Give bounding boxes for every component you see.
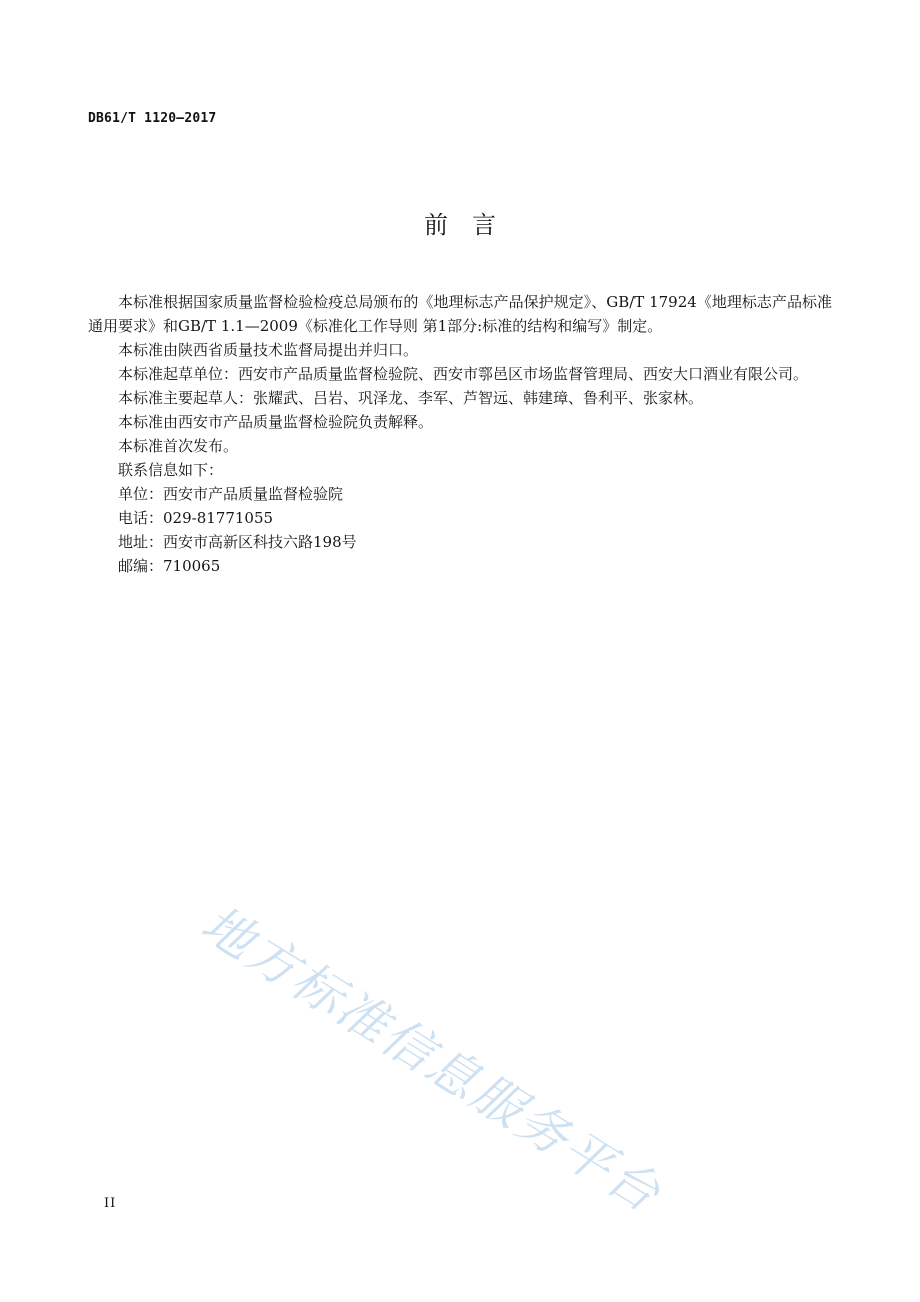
- foreword-paragraph-basis: 本标准根据国家质量监督检验检疫总局颁布的《地理标志产品保护规定》、GB/T 17924《地理标志产品标准通用要求》和GB/T 1.1—2009《标准化工作导则 第1部分:标准的结构和编写》制定。: [88, 293, 832, 335]
- foreword-paragraph-interpretation: 本标准由西安市产品质量监督检验院负责解释。: [118, 413, 434, 431]
- contact-address: 地址：西安市高新区科技六路198号: [118, 533, 357, 551]
- standard-code: DB61/T 1120—2017: [88, 111, 217, 126]
- contact-heading: 联系信息如下：: [118, 461, 224, 479]
- contact-phone: 电话：029-81771055: [118, 509, 274, 527]
- watermark-text: 地方标准信息服务平台: [191, 894, 672, 1225]
- foreword-paragraph-proposer: 本标准由陕西省质量技术监督局提出并归口。: [118, 341, 419, 359]
- foreword-paragraph-drafting-units: 本标准起草单位：西安市产品质量监督检验院、西安市鄠邑区市场监督管理局、西安大口酒业有限公司。: [118, 365, 809, 383]
- foreword-paragraph-release: 本标准首次发布。: [118, 437, 239, 455]
- foreword-paragraph-drafters: 本标准主要起草人：张耀武、吕岩、巩泽龙、李军、芦智远、韩建璋、鲁利平、张家林。: [118, 389, 704, 407]
- page-title: 前 言: [424, 211, 496, 239]
- page-number: II: [104, 1196, 117, 1211]
- foreword-body: [88, 290, 832, 578]
- contact-unit: 单位：西安市产品质量监督检验院: [118, 485, 344, 503]
- contact-postcode: 邮编：710065: [118, 557, 221, 575]
